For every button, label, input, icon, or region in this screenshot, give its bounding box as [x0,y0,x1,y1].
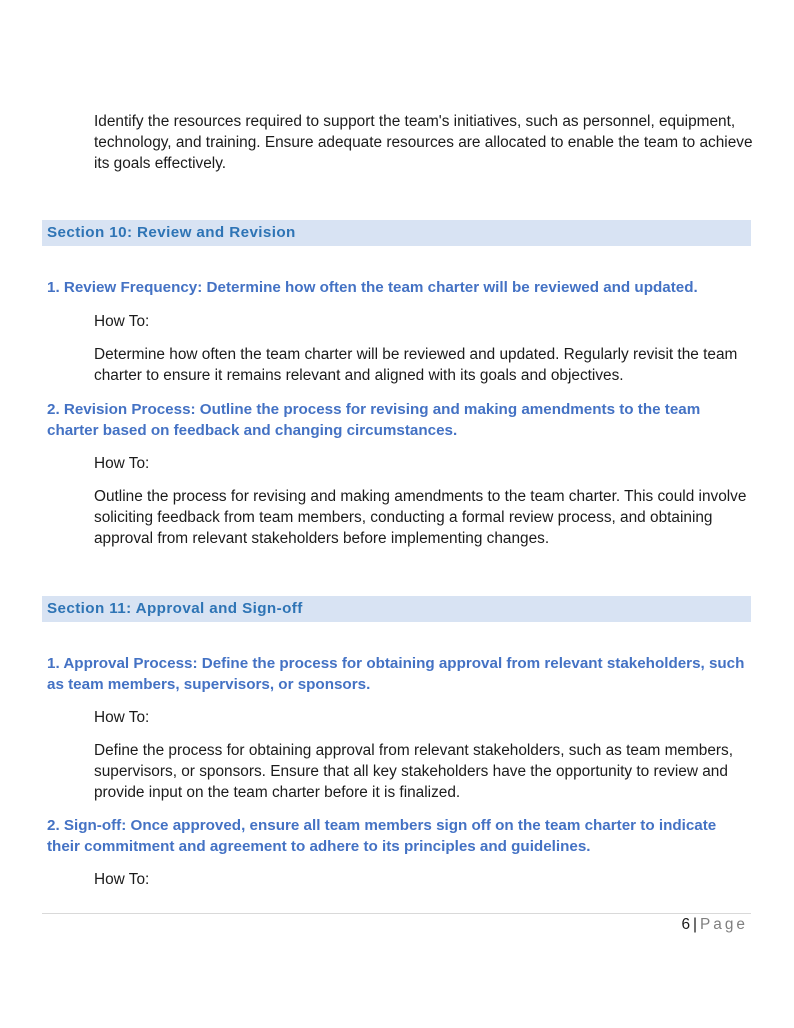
howto-label: How To: [94,871,150,888]
page-number: 6 [681,916,691,933]
footer-divider [42,913,751,914]
page-separator: | [693,916,698,933]
section-10-title: Section 10: Review and Revision [47,224,296,241]
review-frequency-heading: 1. Review Frequency: Determine how often the team charter will be reviewed and updated. [47,279,698,296]
intro-paragraph: Identify the resources required to support the team's initiatives, such as personnel, equipment, technology, and training. Ensure adequate resources are allocated to enable the team to achieve its goals effectively. [94,113,753,172]
approval-process-heading: 1. Approval Process: Define the process for obtaining approval from relevant stakeholders, such as team members, supervisors, or sponsors. [47,655,745,693]
howto-label: How To: [94,709,150,726]
section-11-header [42,596,751,622]
page-label: Page [700,916,748,933]
howto-label: How To: [94,313,150,330]
section-11-title: Section 11: Approval and Sign-off [47,600,303,617]
section-10-header [42,220,751,246]
page-footer [681,915,748,935]
sign-off-heading: 2. Sign-off: Once approved, ensure all team members sign off on the team charter to indicate their commitment and agreement to adhere to its principles and guidelines. [47,817,717,855]
review-frequency-body: Determine how often the team charter will be reviewed and updated. Regularly revisit the team charter to ensure it remains relevant and aligned with its goals and objectives. [94,346,738,384]
revision-process-body: Outline the process for revising and making amendments to the team charter. This could involve soliciting feedback from team members, conducting a formal review process, and obtaining approval from relevant stakeholders before implementing changes. [94,488,747,547]
approval-process-body: Define the process for obtaining approval from relevant stakeholders, such as team members, supervisors, or sponsors. Ensure that all key stakeholders have the opportunity to review and provide input on the team charter before it is finalized. [94,742,734,801]
howto-label: How To: [94,455,150,472]
revision-process-heading: 2. Revision Process: Outline the process for revising and making amendments to the team charter based on feedback and changing circumstances. [47,401,701,439]
